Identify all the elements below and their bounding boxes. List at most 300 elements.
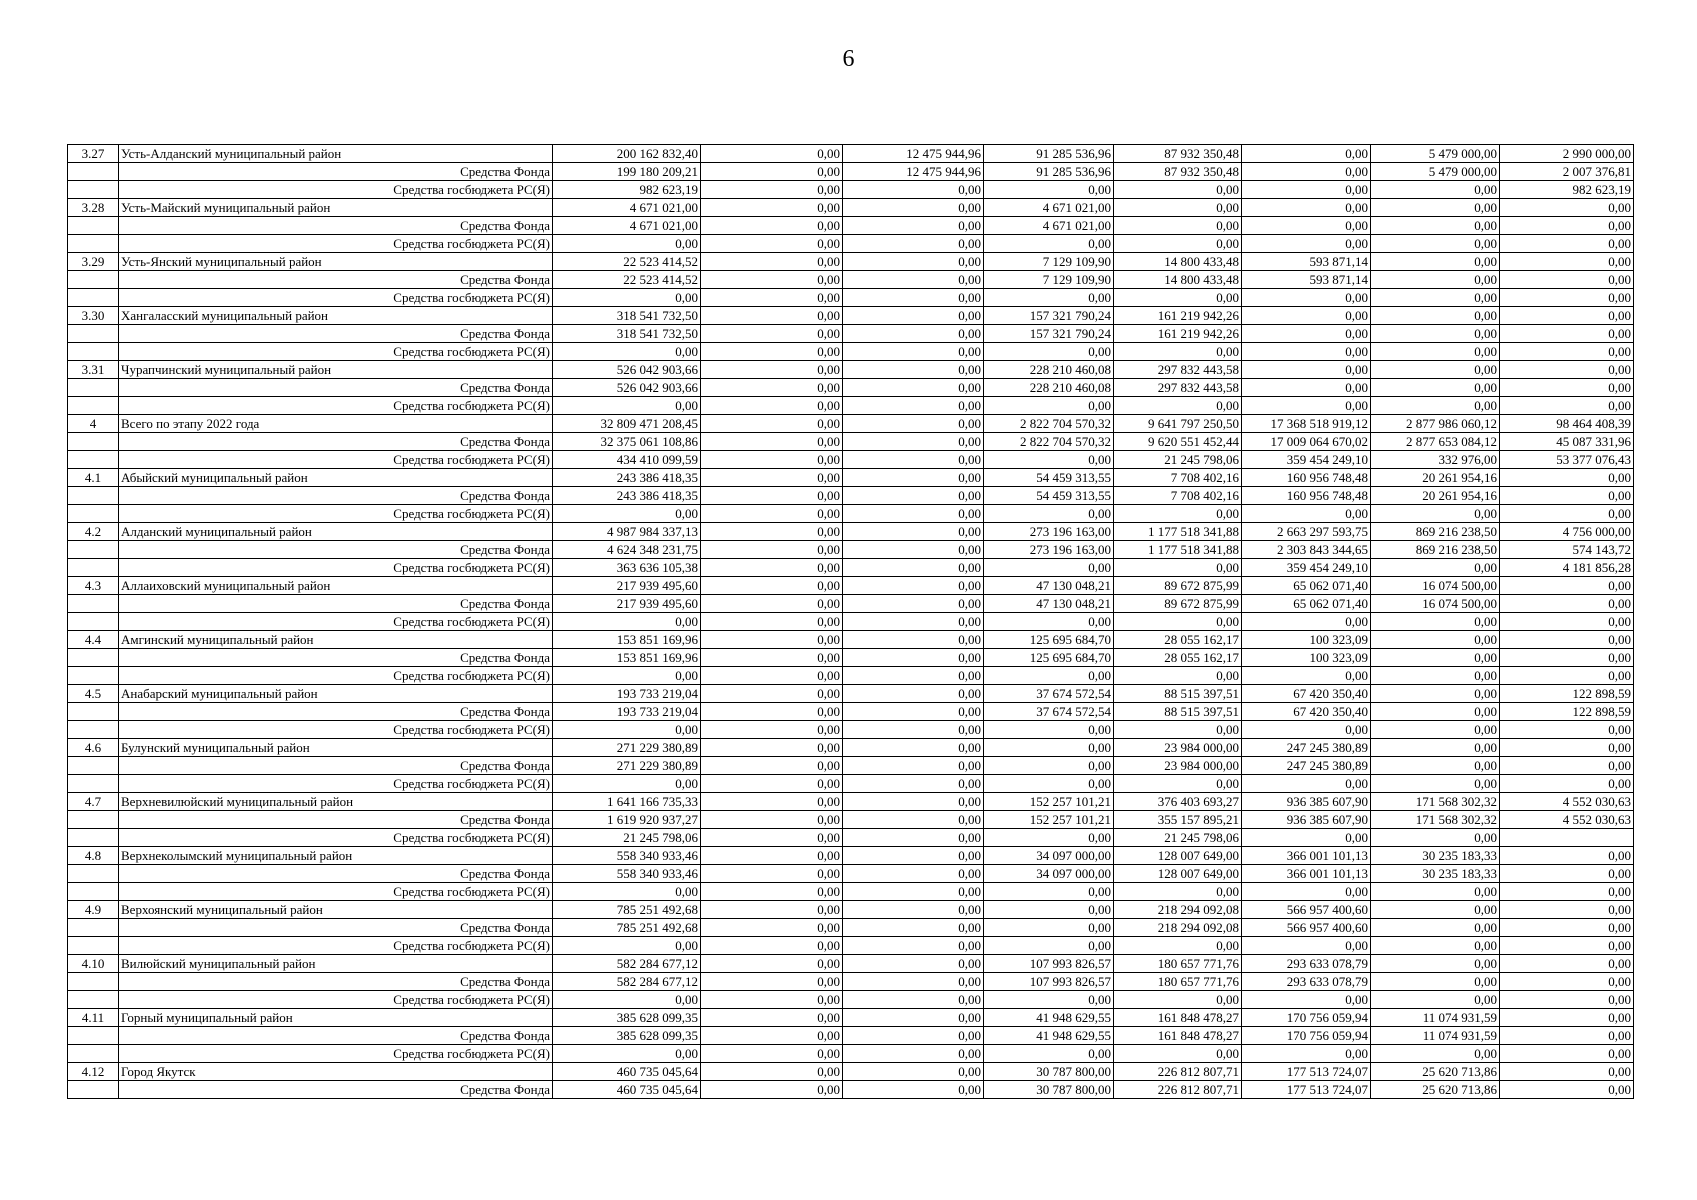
table-row-district bbox=[68, 1009, 1634, 1027]
amount-cell: 785 251 492,68 bbox=[553, 901, 701, 919]
amount-cell: 359 454 249,10 bbox=[1242, 451, 1371, 469]
amount-cell: 0,00 bbox=[843, 559, 984, 577]
fund-label: Средства Фонда bbox=[119, 811, 553, 829]
amount-cell: 0,00 bbox=[1114, 505, 1242, 523]
amount-cell: 0,00 bbox=[1371, 973, 1500, 991]
table-row-fund bbox=[68, 973, 1634, 991]
amount-cell: 574 143,72 bbox=[1500, 541, 1634, 559]
row-index: 4.4 bbox=[68, 631, 119, 649]
amount-cell: 2 990 000,00 bbox=[1500, 145, 1634, 163]
table-row-district bbox=[68, 469, 1634, 487]
amount-cell: 87 932 350,48 bbox=[1114, 145, 1242, 163]
amount-cell: 4 756 000,00 bbox=[1500, 523, 1634, 541]
amount-cell: 0,00 bbox=[1371, 883, 1500, 901]
amount-cell: 0,00 bbox=[1500, 973, 1634, 991]
amount-cell: 180 657 771,76 bbox=[1114, 955, 1242, 973]
table-row-district bbox=[68, 361, 1634, 379]
amount-cell: 89 672 875,99 bbox=[1114, 577, 1242, 595]
amount-cell: 0,00 bbox=[1371, 775, 1500, 793]
amount-cell: 0,00 bbox=[701, 1081, 843, 1099]
amount-cell: 0,00 bbox=[701, 1045, 843, 1063]
row-index: 3.30 bbox=[68, 307, 119, 325]
amount-cell: 0,00 bbox=[553, 289, 701, 307]
amount-cell: 22 523 414,52 bbox=[553, 271, 701, 289]
amount-cell: 0,00 bbox=[1500, 883, 1634, 901]
amount-cell: 1 619 920 937,27 bbox=[553, 811, 701, 829]
budget-label: Средства госбюджета РС(Я) bbox=[119, 883, 553, 901]
amount-cell: 0,00 bbox=[1371, 955, 1500, 973]
amount-cell: 67 420 350,40 bbox=[1242, 685, 1371, 703]
amount-cell: 0,00 bbox=[984, 667, 1114, 685]
amount-cell: 0,00 bbox=[1371, 631, 1500, 649]
fund-label: Средства Фонда bbox=[119, 919, 553, 937]
table-row-fund bbox=[68, 271, 1634, 289]
district-name: Усть-Алданский муниципальный район bbox=[119, 145, 553, 163]
amount-cell: 582 284 677,12 bbox=[553, 973, 701, 991]
row-index: 4 bbox=[68, 415, 119, 433]
amount-cell: 157 321 790,24 bbox=[984, 307, 1114, 325]
amount-cell: 0,00 bbox=[553, 613, 701, 631]
amount-cell: 30 235 183,33 bbox=[1371, 847, 1500, 865]
amount-cell: 566 957 400,60 bbox=[1242, 901, 1371, 919]
amount-cell: 0,00 bbox=[1500, 919, 1634, 937]
budget-label: Средства госбюджета РС(Я) bbox=[119, 721, 553, 739]
amount-cell: 0,00 bbox=[843, 775, 984, 793]
amount-cell: 2 877 986 060,12 bbox=[1371, 415, 1500, 433]
budget-label: Средства госбюджета РС(Я) bbox=[119, 235, 553, 253]
amount-cell: 200 162 832,40 bbox=[553, 145, 701, 163]
row-index: 3.31 bbox=[68, 361, 119, 379]
amount-cell: 359 454 249,10 bbox=[1242, 559, 1371, 577]
table-row-district bbox=[68, 307, 1634, 325]
amount-cell: 0,00 bbox=[843, 361, 984, 379]
table-row-fund bbox=[68, 865, 1634, 883]
amount-cell: 1 641 166 735,33 bbox=[553, 793, 701, 811]
row-index: 4.8 bbox=[68, 847, 119, 865]
amount-cell: 14 800 433,48 bbox=[1114, 253, 1242, 271]
amount-cell: 28 055 162,17 bbox=[1114, 649, 1242, 667]
table-row-budget bbox=[68, 235, 1634, 253]
amount-cell: 0,00 bbox=[843, 829, 984, 847]
amount-cell: 0,00 bbox=[843, 667, 984, 685]
amount-cell: 869 216 238,50 bbox=[1371, 523, 1500, 541]
amount-cell: 0,00 bbox=[1500, 343, 1634, 361]
amount-cell: 0,00 bbox=[1500, 577, 1634, 595]
amount-cell: 0,00 bbox=[1114, 343, 1242, 361]
amount-cell: 0,00 bbox=[1500, 955, 1634, 973]
table-row-budget bbox=[68, 775, 1634, 793]
table-row-fund bbox=[68, 325, 1634, 343]
budget-label: Средства госбюджета РС(Я) bbox=[119, 451, 553, 469]
amount-cell: 0,00 bbox=[843, 1081, 984, 1099]
amount-cell: 226 812 807,71 bbox=[1114, 1063, 1242, 1081]
amount-cell: 0,00 bbox=[1371, 739, 1500, 757]
amount-cell: 0,00 bbox=[843, 235, 984, 253]
amount-cell: 0,00 bbox=[701, 163, 843, 181]
amount-cell: 0,00 bbox=[553, 235, 701, 253]
amount-cell: 293 633 078,79 bbox=[1242, 973, 1371, 991]
amount-cell: 0,00 bbox=[1242, 361, 1371, 379]
table-row-fund bbox=[68, 1027, 1634, 1045]
amount-cell: 982 623,19 bbox=[1500, 181, 1634, 199]
amount-cell: 0,00 bbox=[1500, 271, 1634, 289]
row-index bbox=[68, 451, 119, 469]
amount-cell: 0,00 bbox=[843, 181, 984, 199]
amount-cell: 0,00 bbox=[984, 451, 1114, 469]
amount-cell: 0,00 bbox=[1242, 379, 1371, 397]
amount-cell: 0,00 bbox=[1500, 1009, 1634, 1027]
amount-cell: 0,00 bbox=[843, 1045, 984, 1063]
row-index bbox=[68, 829, 119, 847]
row-index bbox=[68, 667, 119, 685]
amount-cell: 0,00 bbox=[701, 685, 843, 703]
row-index bbox=[68, 883, 119, 901]
amount-cell: 4 671 021,00 bbox=[553, 199, 701, 217]
amount-cell: 0,00 bbox=[843, 1063, 984, 1081]
amount-cell: 0,00 bbox=[1242, 775, 1371, 793]
amount-cell: 0,00 bbox=[843, 325, 984, 343]
amount-cell: 0,00 bbox=[553, 721, 701, 739]
district-name: Хангаласский муниципальный район bbox=[119, 307, 553, 325]
amount-cell: 0,00 bbox=[984, 505, 1114, 523]
fund-label: Средства Фонда bbox=[119, 1081, 553, 1099]
amount-cell: 247 245 380,89 bbox=[1242, 757, 1371, 775]
amount-cell: 0,00 bbox=[1114, 199, 1242, 217]
amount-cell: 0,00 bbox=[701, 649, 843, 667]
district-name: Амгинский муниципальный район bbox=[119, 631, 553, 649]
amount-cell: 593 871,14 bbox=[1242, 253, 1371, 271]
amount-cell: 0,00 bbox=[1500, 1063, 1634, 1081]
district-name: Верхнеколымский муниципальный район bbox=[119, 847, 553, 865]
amount-cell: 0,00 bbox=[553, 667, 701, 685]
row-index: 4.1 bbox=[68, 469, 119, 487]
amount-cell: 228 210 460,08 bbox=[984, 361, 1114, 379]
amount-cell: 0,00 bbox=[843, 631, 984, 649]
amount-cell: 0,00 bbox=[1500, 325, 1634, 343]
amount-cell: 0,00 bbox=[701, 919, 843, 937]
amount-cell: 0,00 bbox=[553, 343, 701, 361]
table-row-district bbox=[68, 253, 1634, 271]
amount-cell: 376 403 693,27 bbox=[1114, 793, 1242, 811]
amount-cell: 0,00 bbox=[984, 343, 1114, 361]
amount-cell: 5 479 000,00 bbox=[1371, 163, 1500, 181]
amount-cell: 25 620 713,86 bbox=[1371, 1063, 1500, 1081]
amount-cell: 32 809 471 208,45 bbox=[553, 415, 701, 433]
amount-cell: 218 294 092,08 bbox=[1114, 919, 1242, 937]
amount-cell: 0,00 bbox=[1371, 379, 1500, 397]
amount-cell: 4 671 021,00 bbox=[984, 199, 1114, 217]
amount-cell: 0,00 bbox=[1242, 721, 1371, 739]
table-row-fund bbox=[68, 379, 1634, 397]
amount-cell: 0,00 bbox=[1371, 829, 1500, 847]
amount-cell: 11 074 931,59 bbox=[1371, 1027, 1500, 1045]
amount-cell: 0,00 bbox=[1500, 253, 1634, 271]
amount-cell: 0,00 bbox=[843, 1009, 984, 1027]
amount-cell: 0,00 bbox=[1114, 721, 1242, 739]
amount-cell: 526 042 903,66 bbox=[553, 379, 701, 397]
table-row-budget bbox=[68, 1045, 1634, 1063]
amount-cell: 0,00 bbox=[1500, 505, 1634, 523]
amount-cell: 0,00 bbox=[1242, 199, 1371, 217]
fund-label: Средства Фонда bbox=[119, 325, 553, 343]
amount-cell: 107 993 826,57 bbox=[984, 973, 1114, 991]
amount-cell: 16 074 500,00 bbox=[1371, 577, 1500, 595]
amount-cell: 67 420 350,40 bbox=[1242, 703, 1371, 721]
amount-cell: 161 848 478,27 bbox=[1114, 1027, 1242, 1045]
amount-cell: 0,00 bbox=[1371, 289, 1500, 307]
amount-cell: 0,00 bbox=[843, 847, 984, 865]
amount-cell: 2 007 376,81 bbox=[1500, 163, 1634, 181]
amount-cell: 566 957 400,60 bbox=[1242, 919, 1371, 937]
row-index bbox=[68, 595, 119, 613]
amount-cell: 0,00 bbox=[701, 703, 843, 721]
row-index bbox=[68, 397, 119, 415]
amount-cell: 2 822 704 570,32 bbox=[984, 433, 1114, 451]
amount-cell: 0,00 bbox=[1371, 937, 1500, 955]
row-index: 4.6 bbox=[68, 739, 119, 757]
table-row-district bbox=[68, 1063, 1634, 1081]
amount-cell: 0,00 bbox=[843, 793, 984, 811]
amount-cell: 128 007 649,00 bbox=[1114, 847, 1242, 865]
amount-cell: 100 323,09 bbox=[1242, 649, 1371, 667]
amount-cell: 0,00 bbox=[1500, 631, 1634, 649]
row-index bbox=[68, 973, 119, 991]
budget-label: Средства госбюджета РС(Я) bbox=[119, 181, 553, 199]
amount-cell: 0,00 bbox=[843, 685, 984, 703]
amount-cell: 218 294 092,08 bbox=[1114, 901, 1242, 919]
amount-cell: 0,00 bbox=[1114, 289, 1242, 307]
amount-cell: 785 251 492,68 bbox=[553, 919, 701, 937]
row-index bbox=[68, 343, 119, 361]
amount-cell: 0,00 bbox=[1371, 919, 1500, 937]
amount-cell: 0,00 bbox=[1242, 1045, 1371, 1063]
amount-cell: 0,00 bbox=[984, 991, 1114, 1009]
amount-cell: 434 410 099,59 bbox=[553, 451, 701, 469]
amount-cell: 0,00 bbox=[701, 523, 843, 541]
amount-cell: 0,00 bbox=[1114, 235, 1242, 253]
table-row-district bbox=[68, 901, 1634, 919]
row-index bbox=[68, 919, 119, 937]
amount-cell: 4 624 348 231,75 bbox=[553, 541, 701, 559]
amount-cell: 0,00 bbox=[1371, 325, 1500, 343]
amount-cell: 4 671 021,00 bbox=[984, 217, 1114, 235]
amount-cell: 0,00 bbox=[843, 937, 984, 955]
amount-cell: 0,00 bbox=[843, 649, 984, 667]
amount-cell: 0,00 bbox=[843, 433, 984, 451]
amount-cell: 0,00 bbox=[843, 1027, 984, 1045]
table-row-fund bbox=[68, 541, 1634, 559]
amount-cell: 25 620 713,86 bbox=[1371, 1081, 1500, 1099]
amount-cell: 0,00 bbox=[1500, 739, 1634, 757]
amount-cell: 0,00 bbox=[701, 307, 843, 325]
row-index: 4.11 bbox=[68, 1009, 119, 1027]
district-name: Абыйский муниципальный район bbox=[119, 469, 553, 487]
row-index: 3.28 bbox=[68, 199, 119, 217]
fund-label: Средства Фонда bbox=[119, 433, 553, 451]
amount-cell: 0,00 bbox=[1500, 1081, 1634, 1099]
fund-label: Средства Фонда bbox=[119, 595, 553, 613]
amount-cell: 87 932 350,48 bbox=[1114, 163, 1242, 181]
amount-cell: 9 620 551 452,44 bbox=[1114, 433, 1242, 451]
amount-cell: 53 377 076,43 bbox=[1500, 451, 1634, 469]
amount-cell: 0,00 bbox=[1114, 775, 1242, 793]
amount-cell: 0,00 bbox=[1500, 937, 1634, 955]
table-row-budget bbox=[68, 883, 1634, 901]
budget-label: Средства госбюджета РС(Я) bbox=[119, 343, 553, 361]
amount-cell: 0,00 bbox=[984, 721, 1114, 739]
amount-cell: 0,00 bbox=[1242, 289, 1371, 307]
amount-cell: 982 623,19 bbox=[553, 181, 701, 199]
amount-cell: 0,00 bbox=[843, 991, 984, 1009]
table-row-fund bbox=[68, 163, 1634, 181]
amount-cell: 0,00 bbox=[1242, 937, 1371, 955]
amount-cell: 0,00 bbox=[1500, 235, 1634, 253]
amount-cell: 4 987 984 337,13 bbox=[553, 523, 701, 541]
amount-cell: 243 386 418,35 bbox=[553, 469, 701, 487]
amount-cell: 170 756 059,94 bbox=[1242, 1027, 1371, 1045]
amount-cell: 125 695 684,70 bbox=[984, 631, 1114, 649]
amount-cell: 273 196 163,00 bbox=[984, 541, 1114, 559]
amount-cell: 318 541 732,50 bbox=[553, 307, 701, 325]
table-row-budget bbox=[68, 505, 1634, 523]
amount-cell: 98 464 408,39 bbox=[1500, 415, 1634, 433]
table-row-budget bbox=[68, 289, 1634, 307]
amount-cell: 0,00 bbox=[701, 487, 843, 505]
amount-cell: 37 674 572,54 bbox=[984, 685, 1114, 703]
district-name: Алданский муниципальный район bbox=[119, 523, 553, 541]
row-index bbox=[68, 1081, 119, 1099]
amount-cell: 0,00 bbox=[843, 289, 984, 307]
row-index bbox=[68, 271, 119, 289]
amount-cell: 0,00 bbox=[701, 1063, 843, 1081]
row-index bbox=[68, 703, 119, 721]
amount-cell: 273 196 163,00 bbox=[984, 523, 1114, 541]
amount-cell: 0,00 bbox=[701, 829, 843, 847]
amount-cell: 297 832 443,58 bbox=[1114, 361, 1242, 379]
amount-cell: 0,00 bbox=[1371, 199, 1500, 217]
table-row-budget bbox=[68, 343, 1634, 361]
amount-cell: 0,00 bbox=[1114, 883, 1242, 901]
table-row-district bbox=[68, 847, 1634, 865]
fund-label: Средства Фонда bbox=[119, 487, 553, 505]
amount-cell: 0,00 bbox=[1114, 991, 1242, 1009]
amount-cell: 16 074 500,00 bbox=[1371, 595, 1500, 613]
fund-label: Средства Фонда bbox=[119, 865, 553, 883]
amount-cell: 0,00 bbox=[701, 613, 843, 631]
table-row-budget bbox=[68, 181, 1634, 199]
amount-cell: 0,00 bbox=[553, 1045, 701, 1063]
district-name: Верхоянский муниципальный район bbox=[119, 901, 553, 919]
amount-cell: 0,00 bbox=[1242, 613, 1371, 631]
amount-cell: 0,00 bbox=[1371, 253, 1500, 271]
budget-table-container bbox=[67, 144, 1634, 1099]
amount-cell: 177 513 724,07 bbox=[1242, 1063, 1371, 1081]
amount-cell: 271 229 380,89 bbox=[553, 739, 701, 757]
amount-cell: 593 871,14 bbox=[1242, 271, 1371, 289]
amount-cell: 21 245 798,06 bbox=[553, 829, 701, 847]
row-index bbox=[68, 163, 119, 181]
amount-cell: 0,00 bbox=[1371, 559, 1500, 577]
budget-label: Средства госбюджета РС(Я) bbox=[119, 505, 553, 523]
table-row-district bbox=[68, 145, 1634, 163]
table-row-budget bbox=[68, 613, 1634, 631]
amount-cell: 0,00 bbox=[701, 757, 843, 775]
amount-cell: 193 733 219,04 bbox=[553, 703, 701, 721]
district-name: Горный муниципальный район bbox=[119, 1009, 553, 1027]
row-index: 4.3 bbox=[68, 577, 119, 595]
amount-cell: 0,00 bbox=[1242, 397, 1371, 415]
amount-cell: 30 235 183,33 bbox=[1371, 865, 1500, 883]
amount-cell: 0,00 bbox=[701, 847, 843, 865]
fund-label: Средства Фонда bbox=[119, 379, 553, 397]
amount-cell: 0,00 bbox=[1242, 181, 1371, 199]
amount-cell: 0,00 bbox=[843, 307, 984, 325]
row-index bbox=[68, 433, 119, 451]
amount-cell: 0,00 bbox=[1371, 901, 1500, 919]
amount-cell: 0,00 bbox=[701, 361, 843, 379]
district-name: Вилюйский муниципальный район bbox=[119, 955, 553, 973]
table-row-district bbox=[68, 415, 1634, 433]
amount-cell: 0,00 bbox=[701, 199, 843, 217]
amount-cell: 0,00 bbox=[701, 973, 843, 991]
amount-cell: 199 180 209,21 bbox=[553, 163, 701, 181]
amount-cell: 160 956 748,48 bbox=[1242, 469, 1371, 487]
table-row-district bbox=[68, 631, 1634, 649]
amount-cell: 41 948 629,55 bbox=[984, 1009, 1114, 1027]
table-row-district bbox=[68, 577, 1634, 595]
fund-label: Средства Фонда bbox=[119, 703, 553, 721]
amount-cell: 0,00 bbox=[553, 505, 701, 523]
amount-cell: 107 993 826,57 bbox=[984, 955, 1114, 973]
table-row-fund bbox=[68, 811, 1634, 829]
amount-cell: 0,00 bbox=[553, 991, 701, 1009]
amount-cell: 0,00 bbox=[843, 973, 984, 991]
amount-cell: 0,00 bbox=[984, 757, 1114, 775]
amount-cell: 1 177 518 341,88 bbox=[1114, 523, 1242, 541]
table-row-district bbox=[68, 199, 1634, 217]
amount-cell: 0,00 bbox=[843, 217, 984, 235]
amount-cell: 0,00 bbox=[984, 235, 1114, 253]
amount-cell: 0,00 bbox=[843, 397, 984, 415]
amount-cell: 41 948 629,55 bbox=[984, 1027, 1114, 1045]
amount-cell: 217 939 495,60 bbox=[553, 595, 701, 613]
amount-cell: 0,00 bbox=[843, 919, 984, 937]
row-index bbox=[68, 757, 119, 775]
table-row-district bbox=[68, 739, 1634, 757]
amount-cell: 0,00 bbox=[1371, 721, 1500, 739]
amount-cell: 0,00 bbox=[1242, 163, 1371, 181]
table-row-fund bbox=[68, 919, 1634, 937]
amount-cell: 0,00 bbox=[701, 559, 843, 577]
amount-cell: 0,00 bbox=[1371, 235, 1500, 253]
amount-cell: 297 832 443,58 bbox=[1114, 379, 1242, 397]
amount-cell: 2 822 704 570,32 bbox=[984, 415, 1114, 433]
amount-cell: 0,00 bbox=[701, 379, 843, 397]
budget-label: Средства госбюджета РС(Я) bbox=[119, 991, 553, 1009]
amount-cell: 0,00 bbox=[1500, 397, 1634, 415]
amount-cell: 0,00 bbox=[984, 829, 1114, 847]
amount-cell: 0,00 bbox=[701, 145, 843, 163]
row-index bbox=[68, 217, 119, 235]
amount-cell: 0,00 bbox=[701, 505, 843, 523]
amount-cell: 152 257 101,21 bbox=[984, 811, 1114, 829]
row-index: 4.7 bbox=[68, 793, 119, 811]
amount-cell: 0,00 bbox=[843, 955, 984, 973]
amount-cell: 558 340 933,46 bbox=[553, 847, 701, 865]
amount-cell: 0,00 bbox=[984, 919, 1114, 937]
amount-cell: 0,00 bbox=[984, 397, 1114, 415]
amount-cell: 0,00 bbox=[701, 181, 843, 199]
